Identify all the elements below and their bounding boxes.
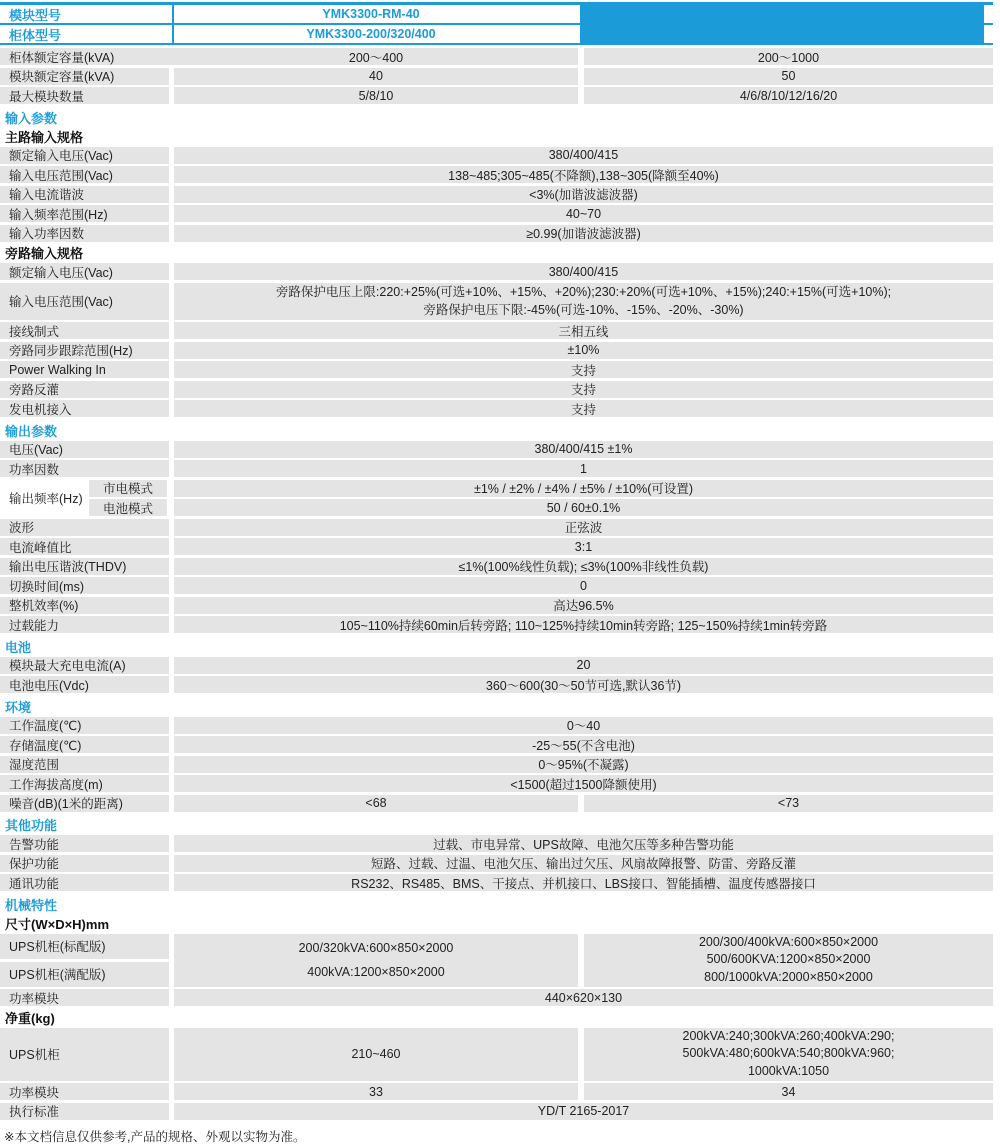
frequency-sub-row: [89, 480, 993, 497]
row-label: 切换时间(ms): [0, 577, 169, 594]
spec-row: [0, 460, 993, 477]
spec-row: [0, 616, 993, 633]
spec-row: [0, 225, 993, 242]
row-label: Power Walking In: [0, 361, 169, 378]
row-value: 1: [174, 460, 993, 477]
row-value: 支持: [174, 361, 993, 378]
spec-row: [0, 558, 993, 575]
row-value: 0～40: [174, 717, 993, 734]
row-value: 440×620×130: [174, 989, 993, 1006]
row-label: 额定输入电压(Vac): [0, 147, 169, 164]
row-label: 告警功能: [0, 835, 169, 852]
spec-row: [0, 322, 993, 339]
row-label: 输出电压谐波(THDV): [0, 558, 169, 575]
subsection-heading: 尺寸(W×D×H)mm: [5, 916, 110, 932]
spec-row: [0, 68, 993, 85]
header-row-label: 模块型号: [9, 7, 62, 23]
row-label: 存储温度(℃): [0, 736, 169, 753]
row-value-right: 200～1000: [584, 48, 993, 65]
row-label: UPS机柜(标配版): [0, 934, 169, 959]
row-value: 380/400/415: [174, 263, 993, 280]
frequency-sub-row: [89, 499, 993, 516]
dimension-line: 800/1000kVA:2000×850×2000: [704, 969, 873, 984]
row-value: ≤1%(100%线性负载); ≤3%(100%非线性负载): [174, 558, 993, 575]
row-value: 3:1: [174, 538, 993, 555]
row-value-left: <68: [174, 795, 578, 812]
row-value: 正弦波: [174, 519, 993, 536]
weight-line: 200kVA:240;300kVA:260;400kVA:290;: [682, 1029, 895, 1044]
net-weight-row: [0, 1028, 993, 1081]
row-label: 湿度范围: [0, 756, 169, 773]
section-heading: 机械特性: [5, 897, 58, 913]
row-value: RS232、RS485、BMS、干接点、并机接口、LBS接口、智能插槽、温度传感器接口: [174, 874, 993, 891]
sub-row-value: 50 / 60±0.1%: [174, 499, 993, 516]
section-heading: 电池: [5, 639, 32, 655]
row-value: 0: [174, 577, 993, 594]
weight-value-left: 210~460: [174, 1028, 578, 1081]
dimension-line: 200/300/400kVA:600×850×2000: [698, 935, 879, 950]
row-value-right: 34: [584, 1083, 993, 1100]
row-value: 20: [174, 657, 993, 674]
row-label: 通讯功能: [0, 874, 169, 891]
spec-row: [0, 874, 993, 891]
dimension-line: 400kVA:1200×850×2000: [307, 965, 445, 979]
row-label: 执行标准: [0, 1103, 169, 1120]
row-value: 105~110%持续60min后转旁路; 110~125%持续10min转旁路; 125~150%持续1min转旁路: [174, 616, 993, 633]
row-label: 工作海拔高度(m): [0, 775, 169, 792]
header-model-value: YMK3300-RM-40: [322, 7, 420, 21]
cabinet-dimensions-row: [0, 934, 993, 987]
row-label: 功率因数: [0, 460, 169, 477]
section-heading: 输入参数: [5, 110, 58, 126]
spec-row: [0, 381, 993, 398]
dimension-values-right: [584, 934, 993, 987]
spec-row: [0, 87, 993, 104]
spec-row: [0, 676, 993, 693]
row-label: 电流峰值比: [0, 538, 169, 555]
row-label: 输入功率因数: [0, 225, 169, 242]
row-value: 过载、市电异常、UPS故障、电池欠压等多种告警功能: [174, 835, 993, 852]
spec-row: [0, 519, 993, 536]
row-label: 模块额定容量(kVA): [0, 68, 169, 85]
footer-note: ※本文档信息仅供参考,产品的规格、外观以实物为准。: [4, 1130, 306, 1144]
row-label: 噪音(dB)(1米的距离): [0, 795, 169, 812]
row-value: 360～600(30～50节可选,默认36节): [174, 676, 993, 693]
row-label: 电压(Vac): [0, 441, 169, 458]
section-heading: 输出参数: [5, 423, 58, 439]
header-vertical-separator: [172, 5, 174, 43]
spec-row: [0, 263, 993, 280]
row-label: 额定输入电压(Vac): [0, 263, 169, 280]
spec-row: [0, 400, 993, 417]
spec-row: [0, 577, 993, 594]
header-vertical-separator: [580, 5, 984, 43]
spec-row: [0, 736, 993, 753]
row-value: <1500(超过1500降额使用): [174, 775, 993, 792]
row-label: 过载能力: [0, 616, 169, 633]
row-label: UPS机柜: [0, 1028, 169, 1081]
row-value-line: 旁路保护电压下限:-45%(可选-10%、-15%、-20%、-30%): [423, 303, 744, 317]
spec-row: [0, 989, 993, 1006]
row-label: UPS机柜(满配版): [0, 962, 169, 987]
header-row-label: 柜体型号: [9, 27, 62, 43]
row-label: 保护功能: [0, 855, 169, 872]
spec-row: [0, 205, 993, 222]
row-label: 工作温度(℃): [0, 717, 169, 734]
spec-row: [0, 855, 993, 872]
row-label: 旁路反灌: [0, 381, 169, 398]
subsection-heading: 旁路输入规格: [5, 246, 84, 261]
row-label: 整机效率(%): [0, 597, 169, 614]
row-label: 输入电流谐波: [0, 186, 169, 203]
row-value: 380/400/415: [174, 147, 993, 164]
spec-row: [0, 166, 993, 183]
dimension-line: 200/320kVA:600×850×2000: [298, 941, 454, 955]
row-label: 波形: [0, 519, 169, 536]
dimension-labels: [0, 934, 169, 987]
section-heading: 环境: [5, 699, 32, 715]
spec-row: [0, 147, 993, 164]
row-value: <3%(加谐波滤波器): [174, 186, 993, 203]
row-value: 0～95%(不凝露): [174, 756, 993, 773]
sub-row-value: ±1% / ±2% / ±4% / ±5% / ±10%(可设置): [174, 480, 993, 497]
row-label: 最大模块数量: [0, 87, 169, 104]
row-label: 旁路同步跟踪范围(Hz): [0, 342, 169, 359]
spec-row: [0, 361, 993, 378]
row-value: 短路、过载、过温、电池欠压、输出过欠压、风扇故障报警、防雷、旁路反灌: [174, 855, 993, 872]
frequency-sub-rows: [89, 480, 993, 517]
spec-row: [0, 835, 993, 852]
row-label: 功率模块: [0, 1083, 169, 1100]
row-label: 电池电压(Vdc): [0, 676, 169, 693]
row-label: 输出频率(Hz): [9, 491, 83, 506]
subsection-heading: 主路输入规格: [5, 129, 84, 145]
row-value: 支持: [174, 400, 993, 417]
row-value: 40~70: [174, 205, 993, 222]
spec-row: [0, 795, 993, 812]
row-value: 三相五线: [174, 322, 993, 339]
spec-row: [0, 342, 993, 359]
row-value: 380/400/415 ±1%: [174, 441, 993, 458]
model-header-block: [0, 2, 993, 45]
spec-row: [0, 538, 993, 555]
row-label: 输入电压范围(Vac): [0, 166, 169, 183]
row-label: 发电机接入: [0, 400, 169, 417]
subsection-heading: 净重(kg): [5, 1010, 55, 1026]
header-model-value: YMK3300-200/320/400: [306, 27, 436, 41]
row-value-right: 50: [584, 68, 993, 85]
row-value-left: 5/8/10: [174, 87, 578, 104]
weight-values-right: [584, 1028, 993, 1081]
row-value: 支持: [174, 381, 993, 398]
dimension-line: 500/600KVA:1200×850×2000: [706, 952, 871, 967]
row-label: 模块最大充电电流(A): [0, 657, 169, 674]
spec-row: [0, 756, 993, 773]
row-value: ≥0.99(加谐波滤波器): [174, 225, 993, 242]
weight-line: 1000kVA:1050: [747, 1063, 830, 1078]
row-label: 功率模块: [0, 989, 169, 1006]
sub-row-label: 市电模式: [89, 480, 167, 497]
row-value-right: <73: [584, 795, 993, 812]
spec-table: [0, 2, 993, 1120]
row-value: -25～55(不含电池): [174, 736, 993, 753]
row-label: 输入频率范围(Hz): [0, 205, 169, 222]
row-value-right: 4/6/8/10/12/16/20: [584, 87, 993, 104]
row-value-left: 200～400: [174, 48, 578, 65]
row-value: 138~485;305~485(不降额),138~305(降额至40%): [174, 166, 993, 183]
section-heading: 其他功能: [5, 818, 58, 833]
spec-row: [0, 283, 993, 320]
spec-row: [0, 48, 993, 65]
row-label: 接线制式: [0, 322, 169, 339]
row-label: 柜体额定容量(kVA): [0, 48, 174, 65]
spec-row: [0, 1083, 993, 1100]
row-value: YD/T 2165-2017: [174, 1103, 993, 1120]
spec-row: [0, 186, 993, 203]
row-label: 输入电压范围(Vac): [0, 283, 169, 320]
row-value: [174, 283, 993, 320]
row-value: 高达96.5%: [174, 597, 993, 614]
spec-row: [0, 717, 993, 734]
dimension-values-left: [174, 934, 578, 987]
output-frequency-row: [0, 480, 993, 517]
sub-row-label: 电池模式: [89, 499, 167, 516]
row-value: ±10%: [174, 342, 993, 359]
row-value-left: 33: [174, 1083, 578, 1100]
row-value-left: 40: [174, 68, 578, 85]
spec-row: [0, 441, 993, 458]
row-value-line: 旁路保护电压上限:220:+25%(可选+10%、+15%、+20%);230:+20%(可选+10%、+15%);240:+15%(可选+10%);: [275, 285, 892, 299]
weight-line: 500kVA:480;600kVA:540;800kVA:960;: [682, 1046, 895, 1061]
spec-row: [0, 657, 993, 674]
spec-row: [0, 775, 993, 792]
spec-row: [0, 597, 993, 614]
